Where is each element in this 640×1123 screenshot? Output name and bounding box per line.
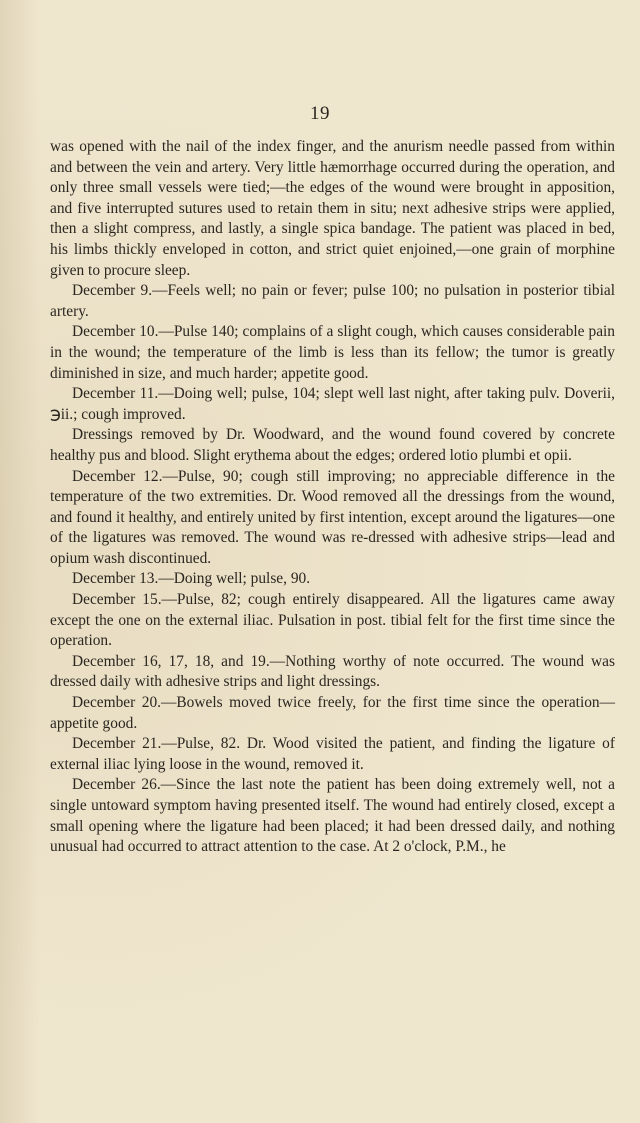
paragraph-dec-21: December 21.—Pulse, 82. Dr. Wood visited the patient, and finding the ligature of external iliac lying loose in the wound, removed it.: [50, 735, 615, 773]
paragraph-dec-13: December 13.—Doing well; pulse, 90.: [72, 570, 311, 588]
paragraph-dec-9: December 9.—Feels well; no pain or fever; pulse 100; no pulsation in posterior tibial artery.: [50, 282, 615, 320]
paragraph-operation: was opened with the nail of the index finger, and the anurism needle passed from within and between the vein and artery. Very little hæmorrhage occurred during the operation, and only three small vessels were tied;—the edges of the wound were brought in apposition, and five interrupted sutures used to retain them in situ; next adhesive strips were applied, then a slight compress, and lastly, a single spica bandage. The patient was placed in bed, his limbs thickly enveloped in cotton, and strict quiet enjoined,—one grain of morphine given to procure sleep.: [50, 138, 615, 279]
paragraph-dec-26: December 26.—Since the last note the patient has been doing extremely well, not a single untoward symptom having presented itself. The wound had entirely closed, except a small opening where the ligature had been placed; it had been dressed daily, and nothing unusual had occurred to attract attention to the case. At 2 o'clock, P.M., he: [50, 776, 615, 856]
paragraph-dressings: Dressings removed by Dr. Woodward, and the wound found covered by concrete healthy pus and blood. Slight erythema about the edges; ordered lotio plumbi et opii.: [50, 426, 615, 464]
page-number: 19: [310, 103, 330, 124]
paragraph-dec-11: December 11.—Doing well; pulse, 104; slept well last night, after taking pulv. Doverii, ℈ii.; cough improved.: [50, 385, 615, 423]
paragraph-dec-12: December 12.—Pulse, 90; cough still improving; no appreciable difference in the temperature of the two extremities. Dr. Wood removed all the dressings from the wound, and found it healthy, and entirely united by first intention, except around the ligatures—one of the ligatures was removed. The wound was re-dressed with adhesive strips—lead and opium wash discontinued.: [50, 467, 615, 567]
paragraph-dec-15: December 15.—Pulse, 82; cough entirely disappeared. All the ligatures came away except the one on the external iliac. Pulsation in post. tibial felt for the first time since the operation.: [50, 591, 615, 650]
paragraph-dec-20: December 20.—Bowels moved twice freely, for the first time since the operation—appetite good.: [50, 694, 615, 732]
body-text: [50, 137, 615, 858]
paragraph-dec-16-19: December 16, 17, 18, and 19.—Nothing worthy of note occurred. The wound was dressed daily with adhesive strips and light dressings.: [50, 652, 615, 691]
paragraph-dec-10: December 10.—Pulse 140; complains of a slight cough, which causes considerable pain in the wound; the temperature of the limb is less than its fellow; the tumor is greatly diminished in size, and much harder; appetite good.: [50, 323, 615, 382]
